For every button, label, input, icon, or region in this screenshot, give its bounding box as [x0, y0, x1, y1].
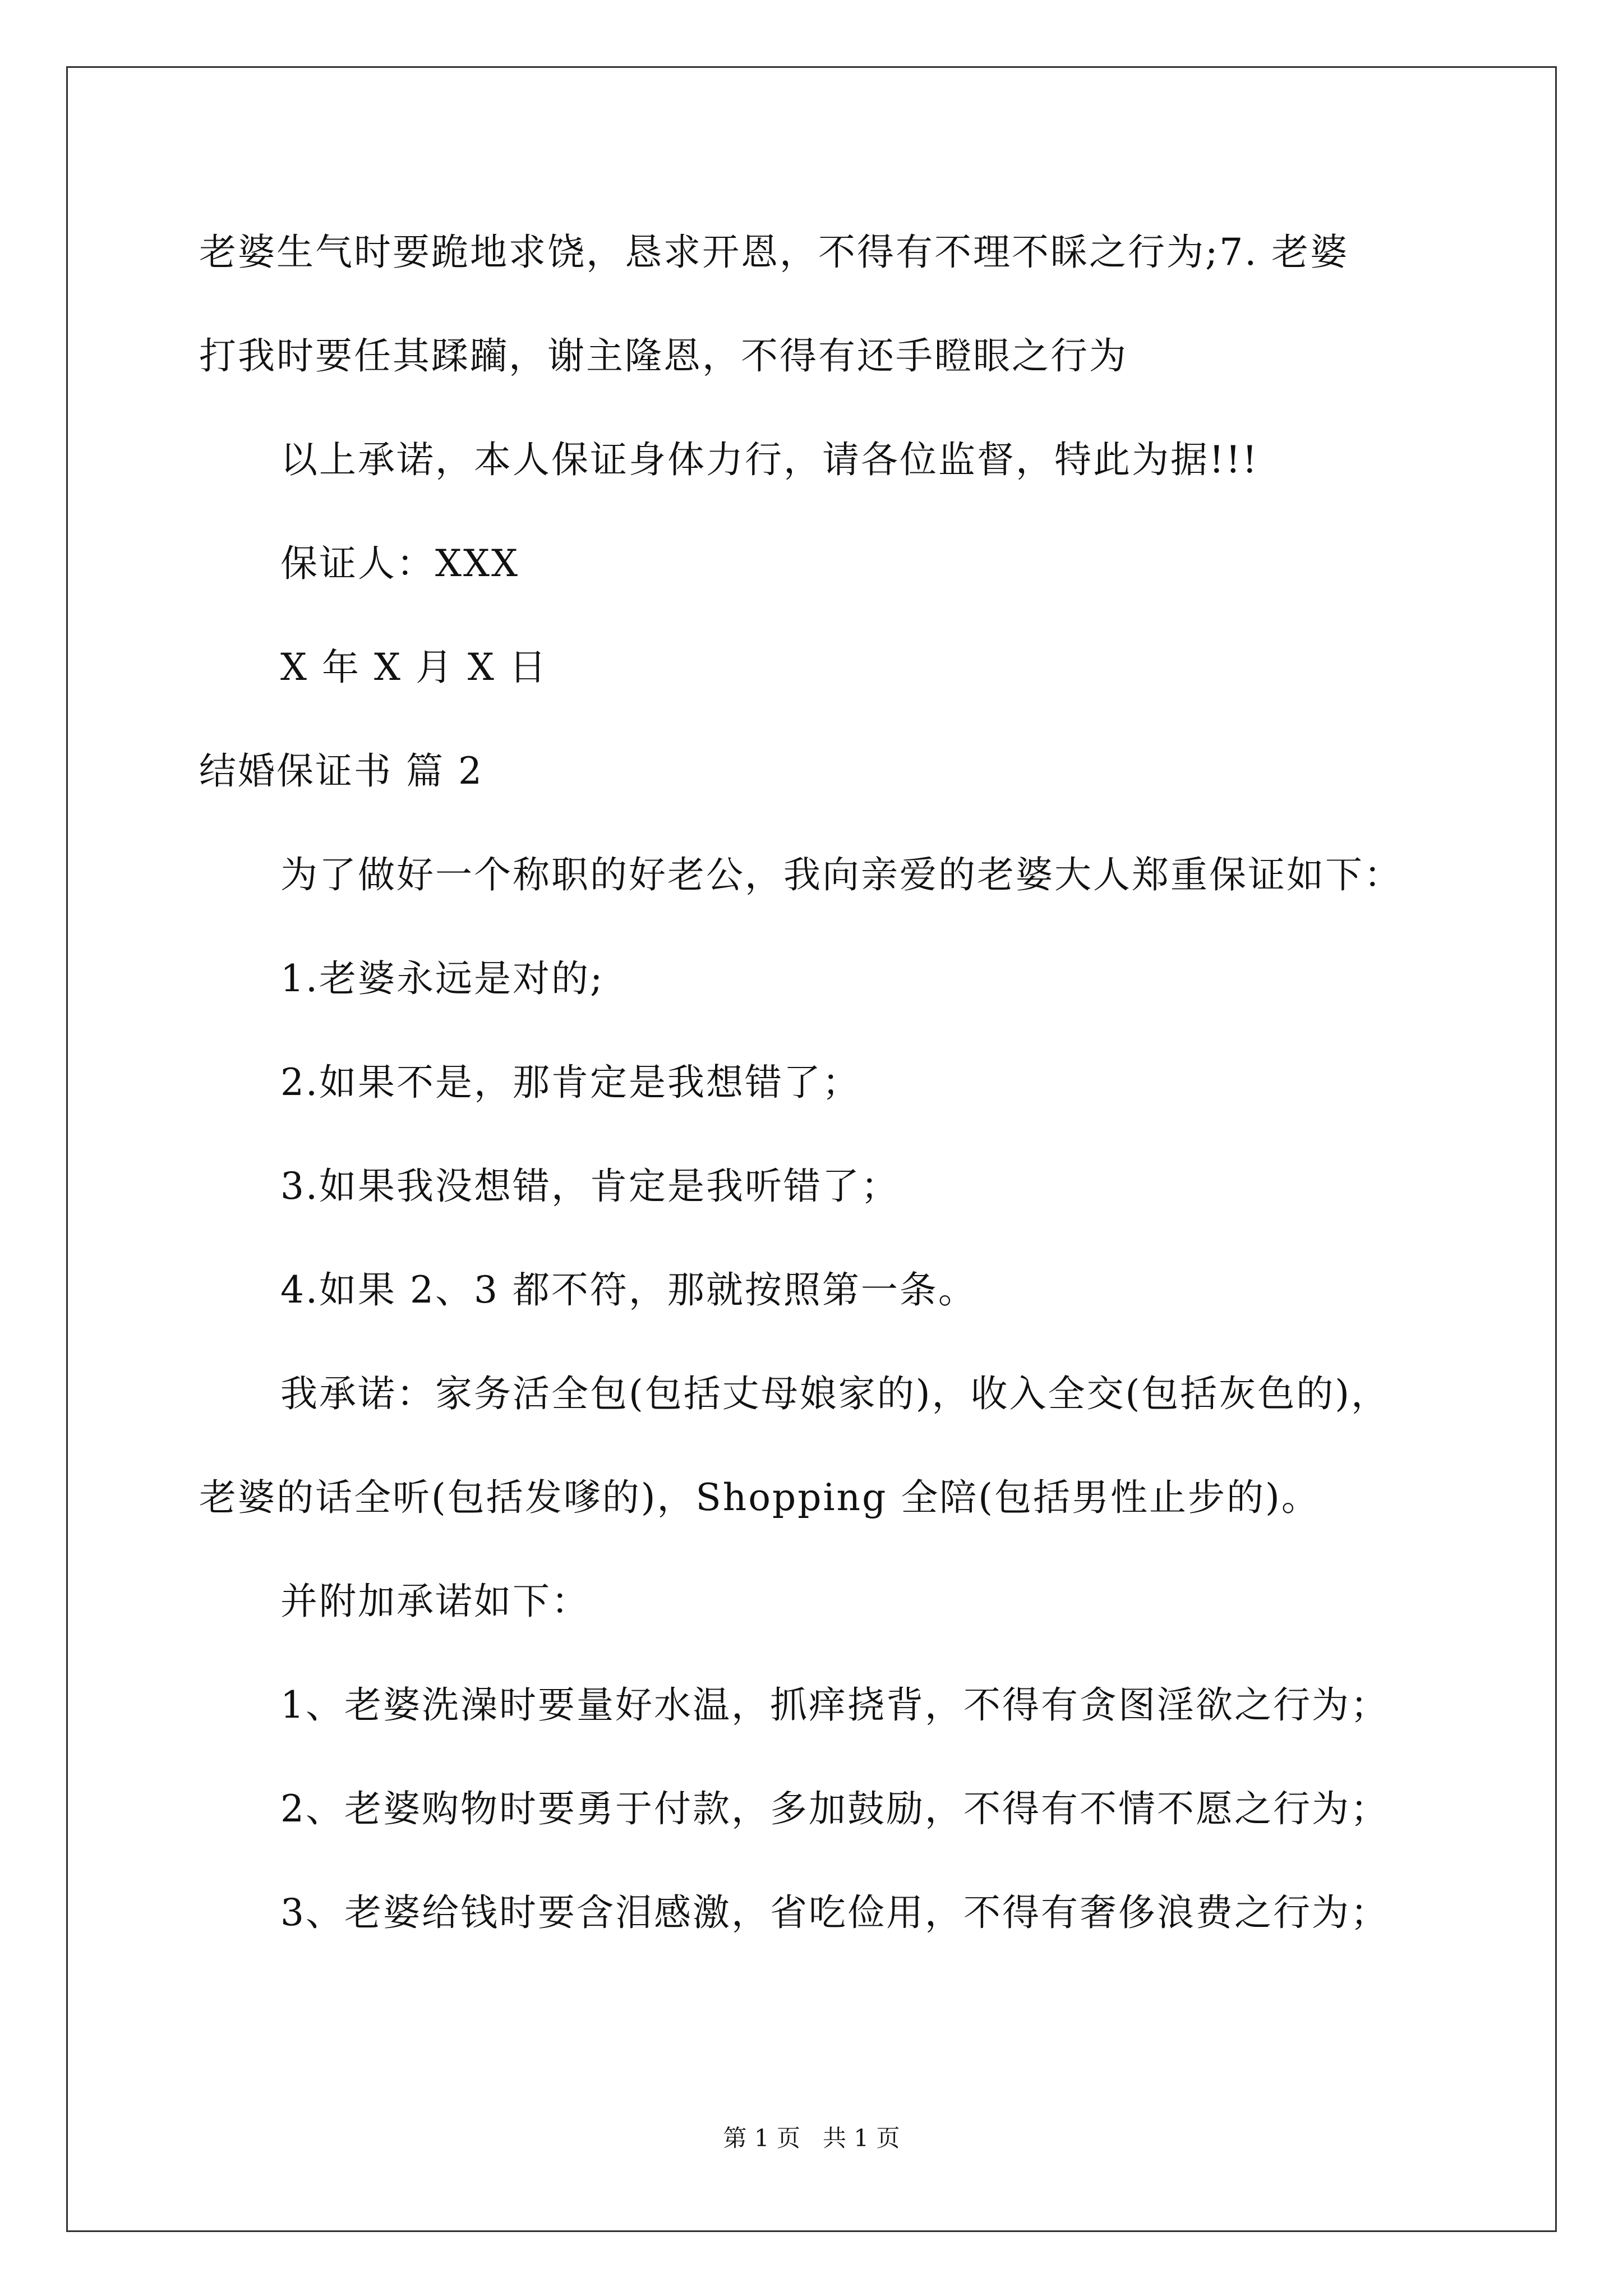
list-item: 2.如果不是，那肯定是我想错了；	[280, 1061, 861, 1104]
list-item: 1.老婆永远是对的;	[280, 957, 605, 1000]
list-item: 3.如果我没想错，肯定是我听错了；	[280, 1165, 900, 1208]
list-item: 1、老婆洗澡时要量好水温，抓痒挠背，不得有贪图淫欲之行为；	[280, 1683, 1389, 1727]
signature-line: 保证人：XXX	[280, 542, 519, 585]
body-text-line: 为了做好一个称职的好老公，我向亲爱的老婆大人郑重保证如下：	[280, 853, 1403, 896]
body-text-line: 以上承诺，本人保证身体力行，请各位监督，特此为据!!!	[280, 438, 1259, 481]
section-heading: 结婚保证书 篇 2	[199, 749, 483, 793]
body-text-line: 打我时要任其蹂躏，谢主隆恩，不得有还手瞪眼之行为	[199, 334, 1128, 378]
page-number-footer: 第 1 页 共 1 页	[723, 2124, 900, 2152]
body-text-line: 并附加承诺如下：	[280, 1580, 590, 1623]
list-item: 3、老婆给钱时要含泪感激，省吃俭用，不得有奢侈浪费之行为；	[280, 1891, 1389, 1934]
body-text-line: 老婆生气时要跪地求饶，恳求开恩，不得有不理不睬之行为;7. 老婆	[199, 231, 1349, 274]
body-text-line: 我承诺：家务活全包(包括丈母娘家的)，收入全交(包括灰色的)，	[280, 1372, 1390, 1415]
date-line: X 年 X 月 X 日	[280, 646, 548, 689]
list-item: 4.如果 2、3 都不符，那就按照第一条。	[280, 1268, 977, 1312]
body-text-line: 老婆的话全听(包括发嗲的)，Shopping 全陪(包括男性止步的)。	[199, 1476, 1320, 1519]
list-item: 2、老婆购物时要勇于付款，多加鼓励，不得有不情不愿之行为；	[280, 1787, 1389, 1830]
